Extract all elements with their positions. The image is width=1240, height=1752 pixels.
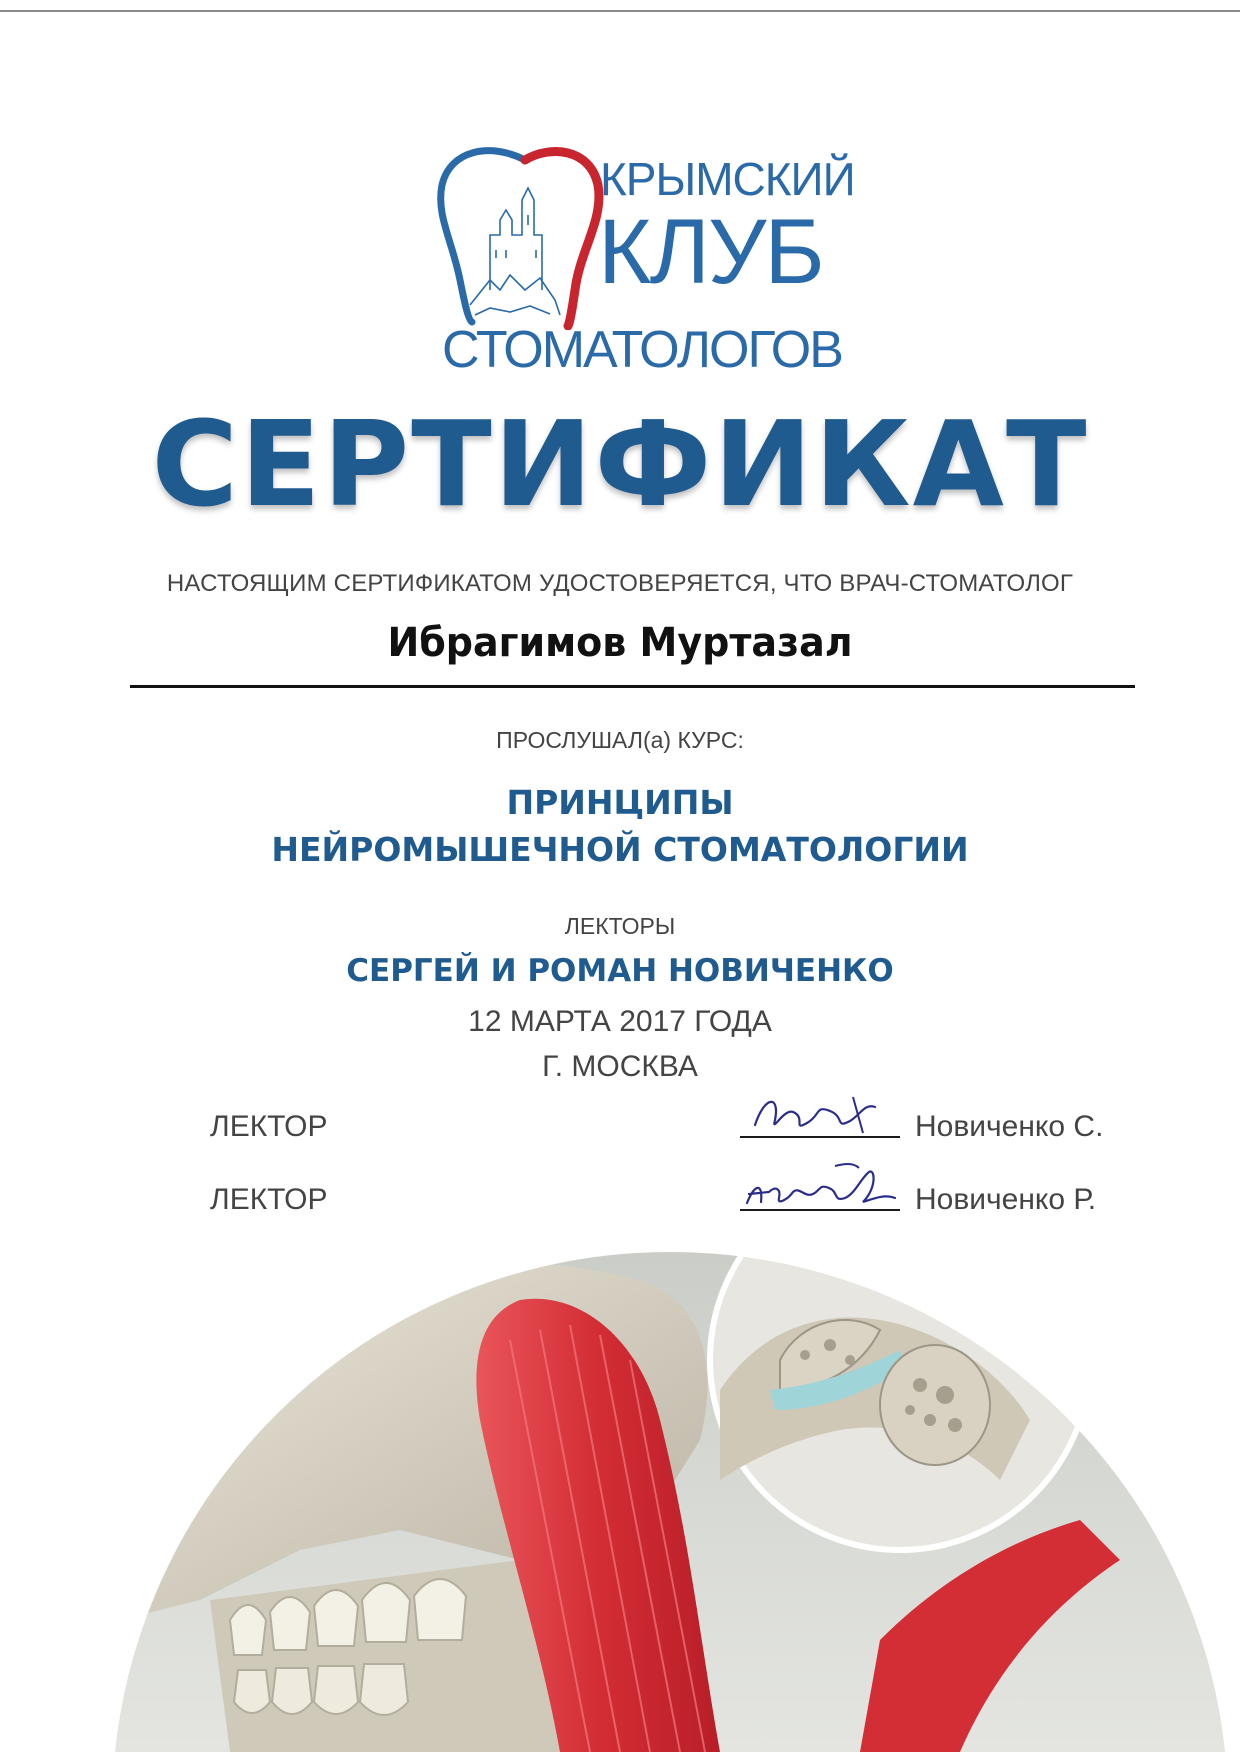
lecturers-label: ЛЕКТОРЫ [564,913,676,939]
recipient-name: Ибрагимов Муртазал [387,620,853,666]
logo-line-club: КЛУБ [598,201,823,303]
signature-row [0,1105,1240,1155]
club-logo [430,140,855,390]
certificate-intro: НАСТОЯЩИМ СЕРТИФИКАТОМ УДОСТОВЕРЯЕТСЯ, ЧТО ВРАЧ-СТОМАТОЛОГ [166,570,1074,597]
course-city: Г. МОСКВА [542,1050,698,1083]
logo-line-dentists: СТОМАТОЛОГОВ [442,321,842,379]
recipient-underline [130,685,1135,688]
signer-name: Новиченко С. [915,1110,1104,1143]
tooth-castle-icon [430,140,610,330]
handwritten-signature [735,1085,905,1155]
course-title-line1: ПРИНЦИПЫ [506,783,734,822]
certificate-title: СЕРТИФИКАТ [151,395,1089,533]
signature-role: ЛЕКТОР [210,1110,328,1143]
handwritten-signature [735,1158,905,1228]
course-title-line2: НЕЙРОМЫШЕЧНОЙ СТОМАТОЛОГИИ [271,830,969,869]
logo-line-crimean: КРЫМСКИЙ [600,153,855,205]
signer-name: Новиченко Р. [915,1183,1097,1216]
course-intro: ПРОСЛУШАЛ(а) КУРС: [496,727,744,753]
signature-role: ЛЕКТОР [210,1183,328,1216]
course-date: 12 МАРТА 2017 ГОДА [468,1005,772,1038]
lecturers-names: СЕРГЕЙ И РОМАН НОВИЧЕНКО [346,953,894,989]
top-border-line [0,10,1240,12]
jaw-anatomy-illustration [0,1220,1240,1752]
